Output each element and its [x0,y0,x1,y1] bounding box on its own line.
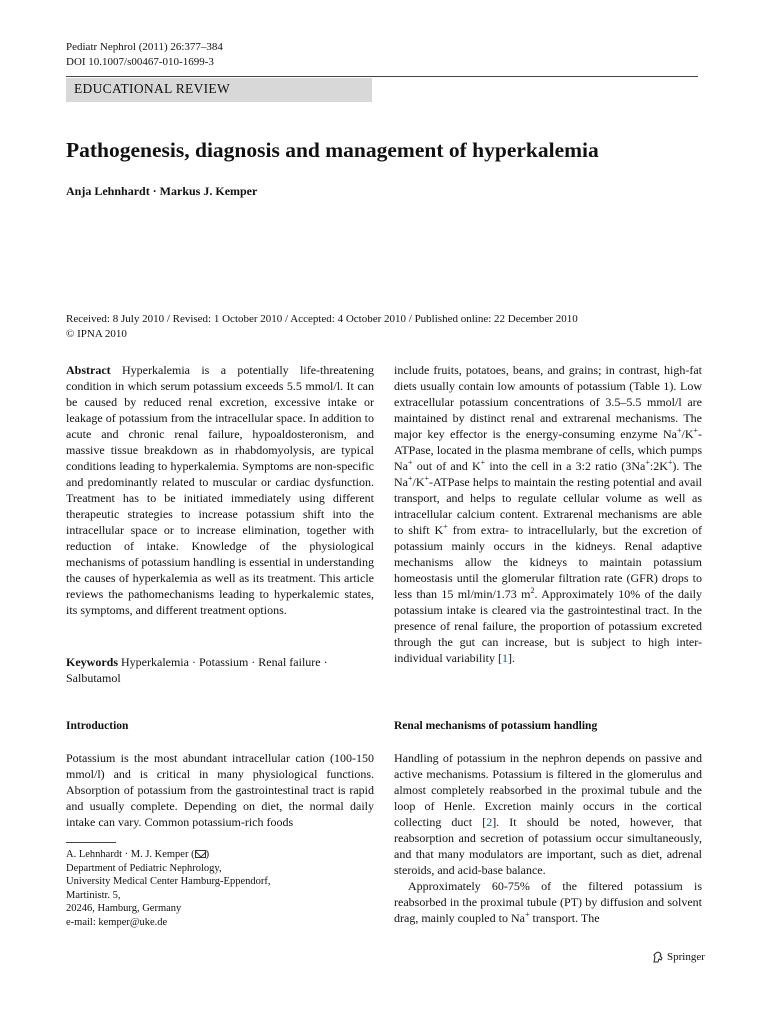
introduction-text: Potassium is the most abundant intracellular cation (100-150 mmol/l) and is critical in many physiological functions. Absorption of potassium from the gastrointestinal tract is rapid and usually complete. Depending on diet, the normal daily intake can vary. Common potassium-rich foods [66,751,374,829]
affiliation-street: Martinistr. 5, [66,889,121,901]
springer-horse-icon [652,951,664,963]
affiliation-city: 20246, Hamburg, Germany [66,903,182,914]
abstract-text: Hyperkalemia is a potentially life-threatening condition in which serum potassium exceeds 5.5 mmol/l. It can be caused by reduced renal excretion, excessive intake or leakage of potassium from the intracellular space. In addition to acute and chronic renal failure, hypoaldosteronism, and massive tissue breakdown as in rhabdomyolysis, are typical conditions leading to hyperkalemia. Symptoms are non-specific and predominantly related to muscular or cardiac dysfunction. Treatment has to be initiated immediately using different therapeutic strategies to increase potassium shift into the intracellular space or to increase elimination, together with reduction of intake. Knowledge of the physiological mechanisms of potassium handling is essential in understanding the causes of hyperkalemia as well as its treatment. This article reviews the pathomechanisms leading to hyperkalemic states, its symptoms, and different treatment options. [66,363,374,617]
introduction-block [66,750,374,830]
journal-line: Pediatr Nephrol (2011) 26:377–384 [66,41,223,53]
affiliation-email[interactable]: e-mail: kemper@uke.de [66,916,168,928]
body-text-2: Handling of potassium in the nephron depends on passive and active mechanisms. Potassium is filtered in the glomerulus and almost completely reabsorbed in the proximal tubule and the loop of Henle. Excretion mainly occurs in the cortical collecting duct [2]. It should be noted, however, that reabsorption and secretion of potassium occur simultaneously, and that many modulators are important, such as diet, adrenal steroids, and acid-base balance. [394,751,702,877]
envelope-icon [195,850,206,858]
abstract-block [66,362,374,618]
affiliation-authors-line: A. Lehnhardt · M. J. Kemper ( ) [66,849,210,860]
article-authors: Anja Lehnhardt · Markus J. Kemper [66,184,258,198]
publication-dates [66,312,578,342]
affiliation-department: Department of Pediatric Nephrology, [66,862,222,874]
body-text-1: include fruits, potatoes, beans, and grains; in contrast, high-fat diets usually contain low amounts of potassium (Table 1). Low extracellular potassium concentrations of 3.5–5.5 mmol/l are maintained by distinct renal and extrarenal mechanisms. The major key effector is the energy-consuming enzyme Na+/K+-ATPase, located in the plasma membrane of cells, which pumps Na+ out of and K+ into the cell in a 3:2 ratio (3Na+:2K+). The Na+/K+-ATPase helps to maintain the resting potential and avail transport, and helps to regulate cellular volume as well as intracellular calcium content. Extrarenal mechanisms are able to shift K+ from extra- to intracellularly, but the excretion of potassium mainly occurs in the kidneys. Renal adaptive mechanisms allow the kidneys to maintain potassium homeostasis until the glomerular filtration rate (GFR) drops to less than 15 ml/min/1.73 $m^2$. Approximately 10% of the daily potassium intake is cleared via the gastrointestinal tract. In the presence of renal failure, the proportion of potassium excreted through the gut can increase, but is subject to high inter-individual variability [1]. [394,363,703,665]
abstract-label: Abstract [66,363,111,377]
renal-mechanisms-heading: Renal mechanisms of potassium handling [394,720,598,732]
keywords-text: Hyperkalemia · Potassium · Renal failure · Salbutamol [66,655,328,685]
journal-citation [66,40,223,70]
body-paragraph-1 [394,362,702,666]
keywords-label: Keywords [66,655,118,669]
author-affiliation [66,848,366,929]
keywords-paragraph [66,654,374,686]
doi-line: DOI 10.1007/s00467-010-1699-3 [66,56,214,68]
footnote-rule [66,842,116,843]
introduction-heading: Introduction [66,720,129,732]
section-label: EDUCATIONAL REVIEW [66,78,372,102]
citation-link-1[interactable]: 1 [501,651,508,665]
body-paragraph-2 [394,750,702,926]
date-history: Received: 8 July 2010 / Revised: 1 October 2010 / Accepted: 4 October 2010 / Published online: 22 December 2010 [66,313,578,325]
keywords-block [66,654,374,686]
article-title: Pathogenesis, diagnosis and management of hyperkalemia [66,138,599,162]
copyright-line: © IPNA 2010 [66,328,127,340]
header-rule [66,76,698,77]
affiliation-center: University Medical Center Hamburg-Eppendorf, [66,876,271,887]
publisher-name: Springer [667,951,705,963]
citation-link-2[interactable]: 2 [486,815,493,829]
abstract-paragraph [66,362,374,618]
publisher-logo [652,950,705,964]
body-text-3: Approximately 60-75% of the filtered potassium is reabsorbed in the proximal tubule (PT) by diffusion and solvent drag, mainly coupled to Na+ transport. The [394,879,702,925]
